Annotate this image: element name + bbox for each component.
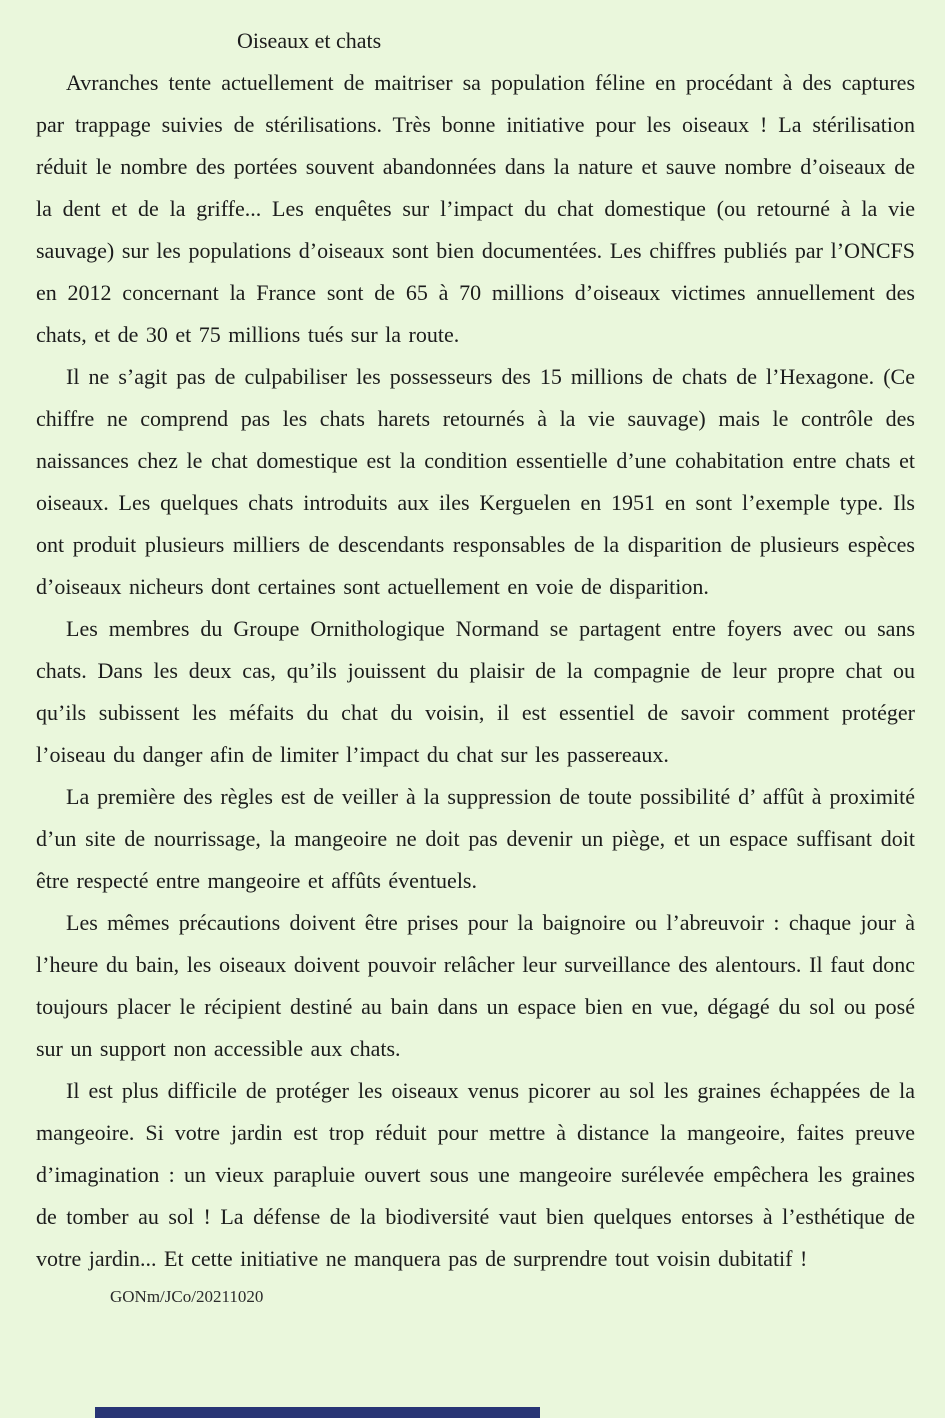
- paragraph-5: Les mêmes précautions doivent être prises pour la baignoire ou l’abreuvoir : chaque jour à l’heure du bain, les oiseaux doivent pouvoir relâcher leur surveillance des alentours. Il faut donc toujours placer le récipient destiné au bain dans un espace bien en vue, dégagé du sol ou posé sur un support non accessible aux chats.: [36, 910, 915, 1061]
- document-title: Oiseaux et chats: [237, 28, 382, 53]
- paragraph-2: Il ne s’agit pas de culpabiliser les possesseurs des 15 millions de chats de l’Hexagone. (Ce chiffre ne comprend pas les chats harets retournés à la vie sauvage) mais le contrôle des naissances chez le chat domestique est la condition essentielle d’une cohabitation entre chats et oiseaux. Les quelques chats introduits aux iles Kerguelen en 1951 en sont l’exemple type. Ils ont produit plusieurs milliers de descendants responsables de la disparition de plusieurs espèces d’oiseaux nicheurs dont certaines sont actuellement en voie de disparition.: [36, 364, 915, 599]
- paragraph-1: Avranches tente actuellement de maitriser sa population féline en procédant à des captures par trappage suivies de stérilisations. Très bonne initiative pour les oiseaux ! La stérilisation réduit le nombre des portées souvent abandonnées dans la nature et sauve nombre d’oiseaux de la dent et de la griffe... Les enquêtes sur l’impact du chat domestique (ou retourné à la vie sauvage) sur les populations d’oiseaux sont bien documentées. Les chiffres publiés par l’ONCFS en 2012 concernant la France sont de 65 à 70 millions d’oiseaux victimes annuellement des chats, et de 30 et 75 millions tués sur la route.: [36, 70, 915, 347]
- paragraph-3: Les membres du Groupe Ornithologique Normand se partagent entre foyers avec ou sans chats. Dans les deux cas, qu’ils jouissent du plaisir de la compagnie de leur propre chat ou qu’ils subissent les méfaits du chat du voisin, il est essentiel de savoir comment protéger l’oiseau du danger afin de limiter l’impact du chat sur les passereaux.: [36, 616, 915, 767]
- paragraph-4: La première des règles est de veiller à la suppression de toute possibilité d’ affût à proximité d’un site de nourrissage, la mangeoire ne doit pas devenir un piège, et un espace suffisant doit être respecté entre mangeoire et affûts éventuels.: [36, 784, 915, 893]
- paragraph-6: Il est plus difficile de protéger les oiseaux venus picorer au sol les graines échappées de la mangeoire. Si votre jardin est trop réduit pour mettre à distance la mangeoire, faites preuve d’imagination : un vieux parapluie ouvert sous une mangeoire surélevée empêchera les graines de tomber au sol ! La défense de la biodiversité vaut bien quelques entorses à l’esthétique de votre jardin... Et cette initiative ne manquera pas de surprendre tout voisin dubitatif !: [36, 1078, 915, 1271]
- document-signature: GONm/JCo/20211020: [110, 1287, 264, 1306]
- bottom-bar: [95, 1407, 540, 1418]
- document-content: [36, 20, 915, 1308]
